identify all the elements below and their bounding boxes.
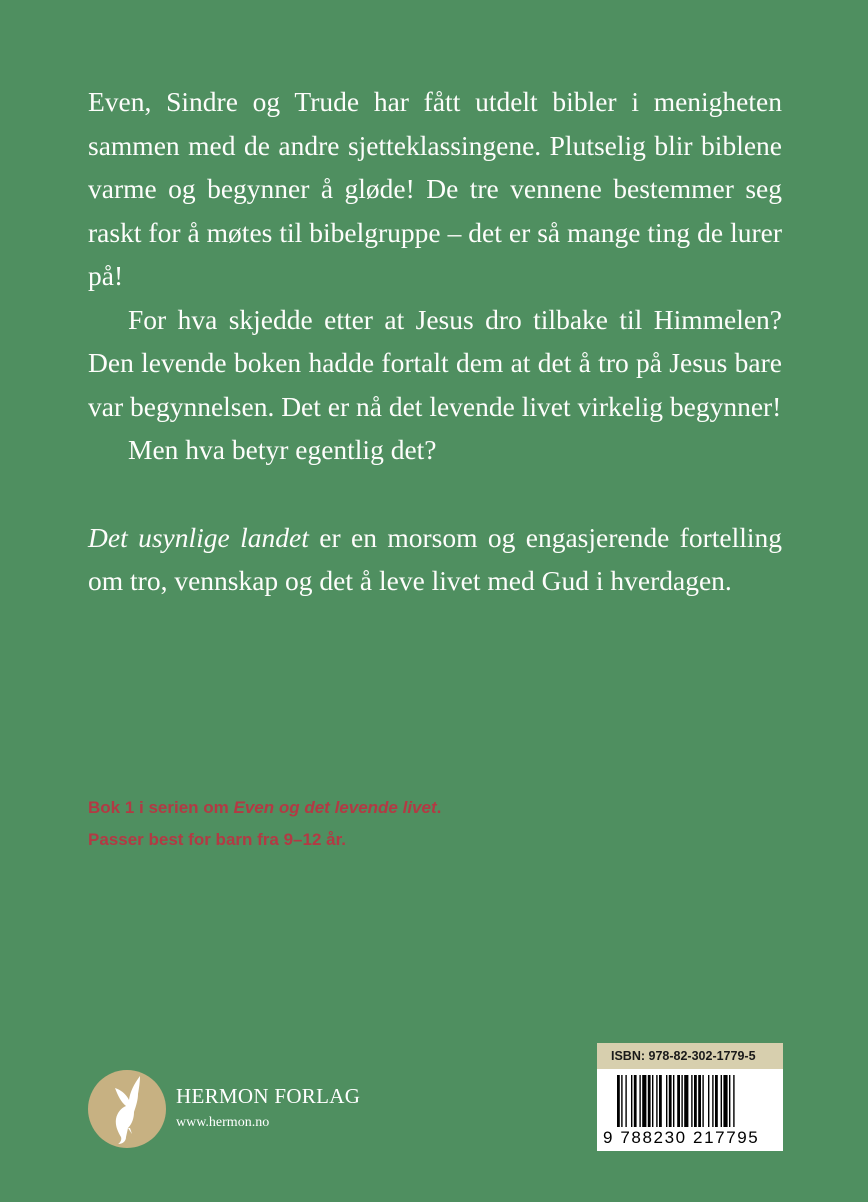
back-cover-blurb: [88, 80, 782, 603]
barcode-block: [597, 1043, 783, 1151]
blurb-paragraph-2: For hva skjedde etter at Jesus dro tilbake til Himmelen? Den levende boken hadde fortalt dem at det å tro på Jesus bare var begynnelsen. Det er nå det levende livet virkelig begynner!: [88, 303, 782, 422]
blurb-paragraph-1: Even, Sindre og Trude har fått utdelt bibler i menigheten sammen med de andre sjetteklassingene. Plutselig blir biblene varme og begynner å gløde! De tre vennene bestemmer seg raskt for å møtes til bibelgruppe – det er så mange ting de lurer på!: [88, 86, 782, 291]
barcode-bars: [617, 1075, 771, 1127]
publisher-url: www.hermon.no: [176, 1115, 270, 1130]
series-line: [88, 792, 688, 824]
publisher-name: HERMON FORLAG: [176, 1084, 361, 1108]
book-title: Det usynlige landet: [88, 521, 309, 553]
age-recommendation: Passer best for barn fra 9–12 år.: [88, 830, 346, 849]
publisher-logo: [88, 1070, 166, 1148]
blurb-paragraph-4: [88, 516, 782, 603]
series-prefix: Bok 1 i serien om: [88, 798, 234, 817]
isbn-label: ISBN: 978-82-302-1779-5: [597, 1043, 783, 1069]
publisher-block: [88, 1070, 408, 1150]
barcode-digits: 9 788230 217795: [603, 1128, 760, 1147]
series-title: Even og det levende livet: [233, 798, 437, 817]
dove-icon: [88, 1070, 166, 1148]
series-info: [88, 792, 688, 856]
series-suffix: .: [436, 798, 442, 817]
blurb-paragraph-3: Men hva betyr egentlig det?: [128, 434, 437, 465]
blurb-paragraph-4-text: er en morsom og engasjerende fortelling om tro, vennskap og det å leve livet med Gud i hverdagen.: [88, 521, 782, 596]
